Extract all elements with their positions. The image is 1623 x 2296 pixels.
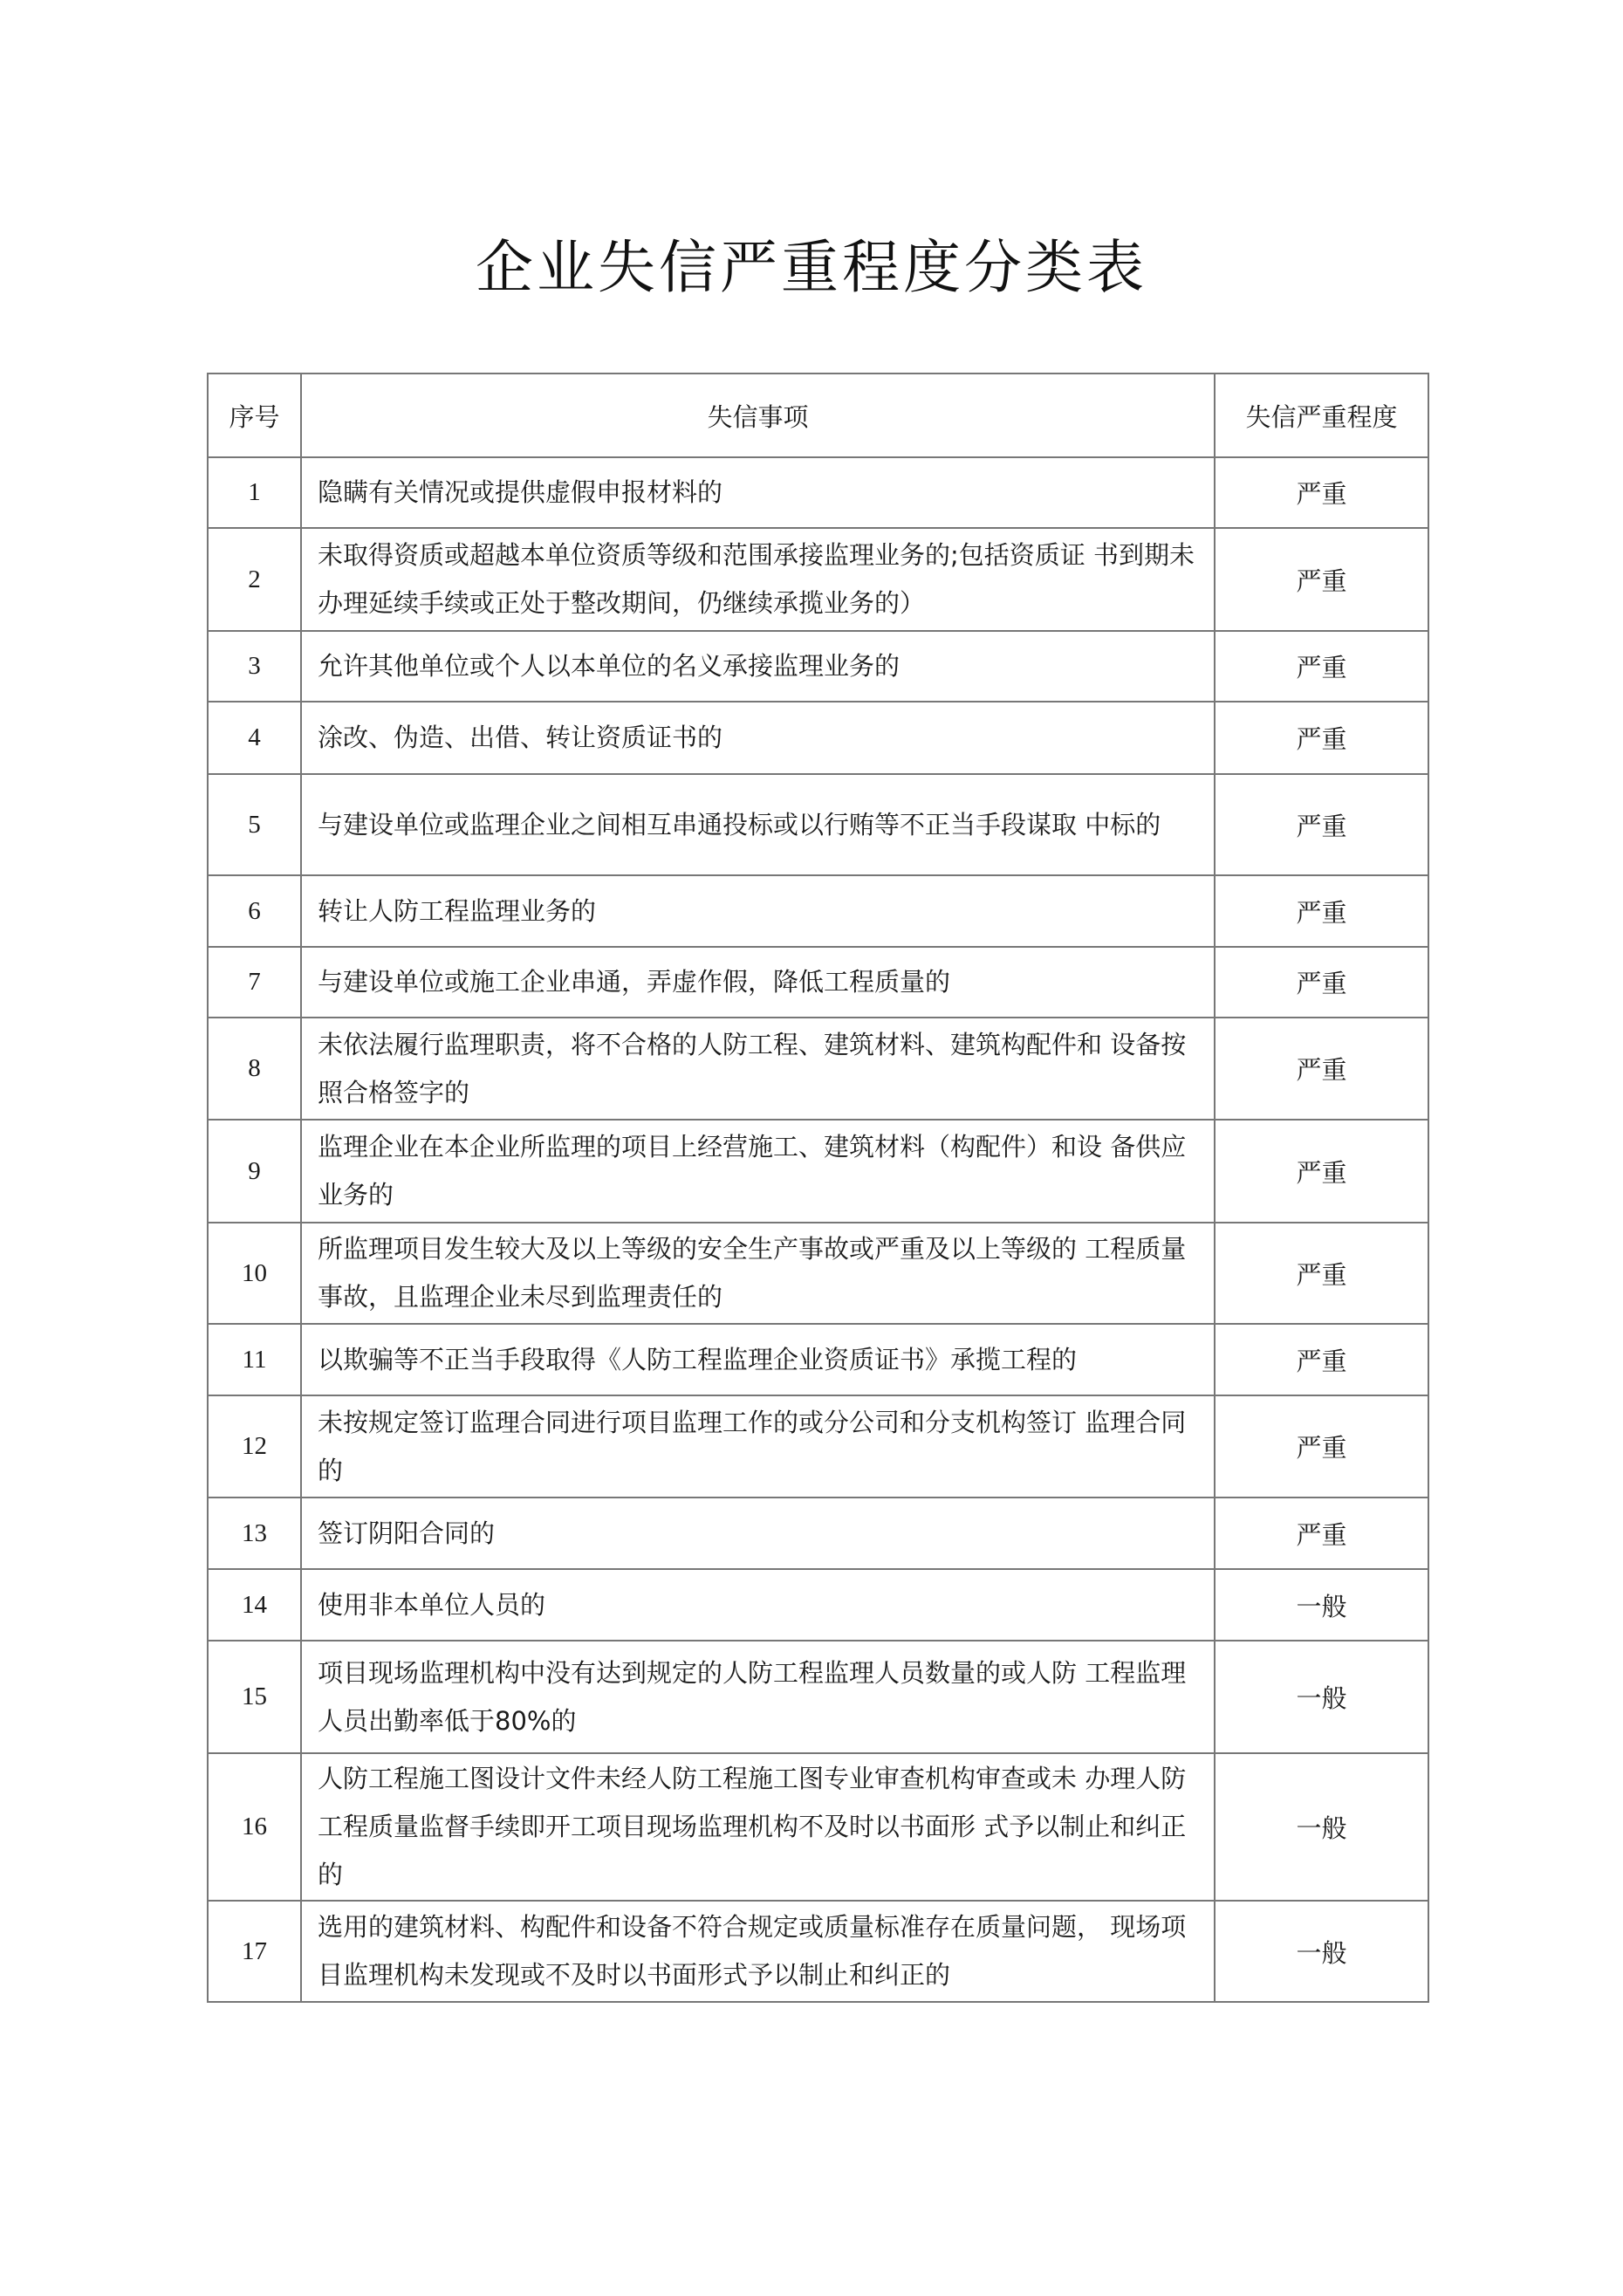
row-item: 监理企业在本企业所监理的项目上经营施工、建筑材料（构配件）和设 备供应业务的 — [301, 1120, 1215, 1223]
table-row — [208, 1324, 1428, 1395]
row-severity: 严重 — [1215, 875, 1428, 947]
row-item: 使用非本单位人员的 — [301, 1569, 1215, 1641]
row-seq: 7 — [208, 947, 301, 1018]
row-severity: 严重 — [1215, 457, 1428, 528]
row-seq: 11 — [208, 1324, 301, 1395]
table-row — [208, 457, 1428, 528]
row-seq: 13 — [208, 1498, 301, 1569]
row-seq: 9 — [208, 1120, 301, 1223]
row-item: 所监理项目发生较大及以上等级的安全生产事故或严重及以上等级的 工程质量事故，且监理企业未尽到监理责任的 — [301, 1223, 1215, 1324]
row-seq: 3 — [208, 631, 301, 702]
row-severity: 一般 — [1215, 1901, 1428, 2002]
table-row — [208, 702, 1428, 774]
row-severity: 严重 — [1215, 1324, 1428, 1395]
row-seq: 10 — [208, 1223, 301, 1324]
row-seq: 12 — [208, 1395, 301, 1498]
table-row — [208, 1901, 1428, 2002]
row-severity: 严重 — [1215, 774, 1428, 875]
row-item: 选用的建筑材料、构配件和设备不符合规定或质量标准存在质量问题， 现场项目监理机构未发现或不及时以书面形式予以制止和纠正的 — [301, 1901, 1215, 2002]
header-severity: 失信严重程度 — [1215, 374, 1428, 457]
row-severity: 严重 — [1215, 702, 1428, 774]
row-item: 项目现场监理机构中没有达到规定的人防工程监理人员数量的或人防 工程监理人员出勤率低于80%的 — [301, 1641, 1215, 1753]
row-item: 未依法履行监理职责，将不合格的人防工程、建筑材料、建筑构配件和 设备按照合格签字的 — [301, 1018, 1215, 1120]
row-seq: 15 — [208, 1641, 301, 1753]
row-severity: 严重 — [1215, 1395, 1428, 1498]
table-row — [208, 1641, 1428, 1753]
row-seq: 2 — [208, 528, 301, 631]
row-item: 与建设单位或施工企业串通，弄虚作假，降低工程质量的 — [301, 947, 1215, 1018]
table-row — [208, 1018, 1428, 1120]
row-severity: 一般 — [1215, 1569, 1428, 1641]
row-severity: 严重 — [1215, 1018, 1428, 1120]
classification-table — [207, 373, 1429, 2003]
table-row — [208, 1120, 1428, 1223]
row-item: 人防工程施工图设计文件未经人防工程施工图专业审查机构审查或未 办理人防工程质量监督手续即开工项目现场监理机构不及时以书面形 式予以制止和纠正的 — [301, 1753, 1215, 1901]
table-row — [208, 1569, 1428, 1641]
row-severity: 严重 — [1215, 631, 1428, 702]
row-severity: 严重 — [1215, 1120, 1428, 1223]
header-item: 失信事项 — [301, 374, 1215, 457]
row-item: 允许其他单位或个人以本单位的名义承接监理业务的 — [301, 631, 1215, 702]
row-seq: 6 — [208, 875, 301, 947]
row-seq: 17 — [208, 1901, 301, 2002]
row-severity: 严重 — [1215, 528, 1428, 631]
table-row — [208, 947, 1428, 1018]
row-item: 转让人防工程监理业务的 — [301, 875, 1215, 947]
row-severity: 严重 — [1215, 947, 1428, 1018]
row-item: 涂改、伪造、出借、转让资质证书的 — [301, 702, 1215, 774]
row-item: 以欺骗等不正当手段取得《人防工程监理企业资质证书》承揽工程的 — [301, 1324, 1215, 1395]
row-item: 隐瞒有关情况或提供虚假申报材料的 — [301, 457, 1215, 528]
page-title: 企业失信严重程度分类表 — [476, 234, 1147, 301]
row-seq: 8 — [208, 1018, 301, 1120]
header-seq: 序号 — [208, 374, 301, 457]
row-seq: 16 — [208, 1753, 301, 1901]
table-row — [208, 1498, 1428, 1569]
row-item: 未按规定签订监理合同进行项目监理工作的或分公司和分支机构签订 监理合同的 — [301, 1395, 1215, 1498]
table-row — [208, 875, 1428, 947]
row-seq: 1 — [208, 457, 301, 528]
row-seq: 14 — [208, 1569, 301, 1641]
table-row — [208, 774, 1428, 875]
table-row — [208, 528, 1428, 631]
row-seq: 4 — [208, 702, 301, 774]
table-header-row — [208, 374, 1428, 457]
row-severity: 一般 — [1215, 1753, 1428, 1901]
row-severity: 严重 — [1215, 1223, 1428, 1324]
row-severity: 一般 — [1215, 1641, 1428, 1753]
row-severity: 严重 — [1215, 1498, 1428, 1569]
table-row — [208, 1395, 1428, 1498]
row-seq: 5 — [208, 774, 301, 875]
table-row — [208, 1753, 1428, 1901]
row-item: 与建设单位或监理企业之间相互串通投标或以行贿等不正当手段谋取 中标的 — [301, 774, 1215, 875]
row-item: 签订阴阳合同的 — [301, 1498, 1215, 1569]
table-row — [208, 1223, 1428, 1324]
row-item: 未取得资质或超越本单位资质等级和范围承接监理业务的;包括资质证 书到期未办理延续手续或正处于整改期间，仍继续承揽业务的） — [301, 528, 1215, 631]
table-row — [208, 631, 1428, 702]
